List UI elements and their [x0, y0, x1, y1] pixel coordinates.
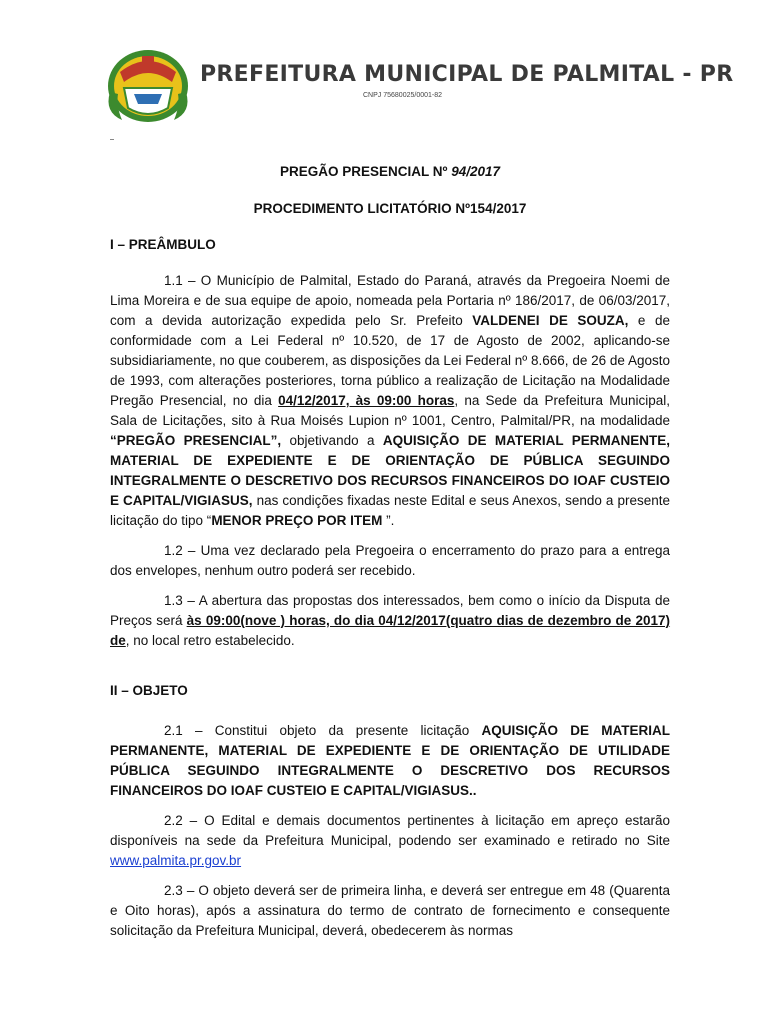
- document-body: [110, 158, 670, 941]
- procedure-title: PROCEDIMENTO LICITATÓRIO Nº154/2017: [253, 201, 527, 216]
- paragraph-1-3: 1.3 – A abertura das propostas dos interessados, bem como o início da Disputa de Preços será às 09:00(nove ) horas, do dia 04/12/2017(quatro dias de dezembro de 2017) de, no local retro estabelecido.: [110, 593, 671, 648]
- paragraph-2-3: 2.3 – O objeto deverá ser de primeira linha, e deverá ser entregue em 48 (Quarenta e Oito horas), após a assinatura do termo de contrato de fornecimento e consequente solicitação da Prefeitura Municipal, deverá, obedecerem às normas: [110, 883, 670, 938]
- organization-cnpj: CNPJ 75680025/0001-82: [363, 92, 443, 99]
- municipal-seal-icon: [100, 42, 196, 130]
- site-link[interactable]: www.palmita.pr.gov.br: [110, 853, 242, 868]
- paragraph-1-1: 1.1 – O Município de Palmital, Estado do Paraná, através da Pregoeira Noemi de Lima Moreira e de sua equipe de apoio, nomeada pela Portaria nº 186/2017, de 06/03/2017, com a devida autorização expedida pelo Sr. Prefeito VALDENEI DE SOUZA, e de conformidade com a Lei Federal nº 10.520, de 17 de Agosto de 2002, aplicando-se subsidiariamente, no que couberem, as disposições da Lei Federal nº 8.666, de 26 de Agosto de 1993, com alterações posteriores, torna público a realização de Licitação na Modalidade Pregão Presencial, no dia 04/12/2017, às 09:00 horas, na Sede da Prefeitura Municipal, Sala de Licitações, sito à Rua Moisés Lupion nº 1001, Centro, Palmital/PR, na modalidade “PREGÃO PRESENCIAL”, objetivando a AQUISIÇÃO DE MATERIAL PERMANENTE, MATERIAL DE EXPEDIENTE E DE ORIENTAÇÃO DE PÚBLICA SEGUINDO INTEGRALMENTE O DESCRETIVO DOS RECURSOS FINANCEIROS DO IOAF CUSTEIO E CAPITAL/VIGIASUS, nas condições fixadas neste Edital e seus Anexos, sendo a presente licitação do tipo “MENOR PREÇO POR ITEM ”.: [110, 273, 670, 528]
- section-heading-objeto: II – OBJETO: [110, 683, 188, 698]
- letterhead: [100, 42, 734, 132]
- section-heading-preambulo: I – PREÂMBULO: [110, 237, 216, 252]
- header-divider: [110, 139, 114, 140]
- paragraph-2-2: 2.2 – O Edital e demais documentos pertinentes à licitação em apreço estarão disponíveis na sede da Prefeitura Municipal, podendo ser examinado e retirado no Site www.palmita.pr.gov.br: [110, 813, 670, 868]
- paragraph-2-1: 2.1 – Constitui objeto da presente licitação AQUISIÇÃO DE MATERIAL PERMANENTE, MATERIAL DE EXPEDIENTE E DE ORIENTAÇÃO DE UTILIDADE PÚBLICA SEGUINDO INTEGRALMENTE O DESCRETIVO DOS RECURSOS FINANCEIROS DO IOAF CUSTEIO E CAPITAL/VIGIASUS..: [110, 723, 670, 798]
- organization-name: PREFEITURA MUNICIPAL DE PALMITAL - PR: [200, 62, 734, 87]
- document-title: PREGÃO PRESENCIAL Nº 94/2017: [279, 164, 501, 179]
- paragraph-1-2: 1.2 – Uma vez declarado pela Pregoeira o encerramento do prazo para a entrega dos envelopes, nenhum outro poderá ser recebido.: [110, 543, 670, 578]
